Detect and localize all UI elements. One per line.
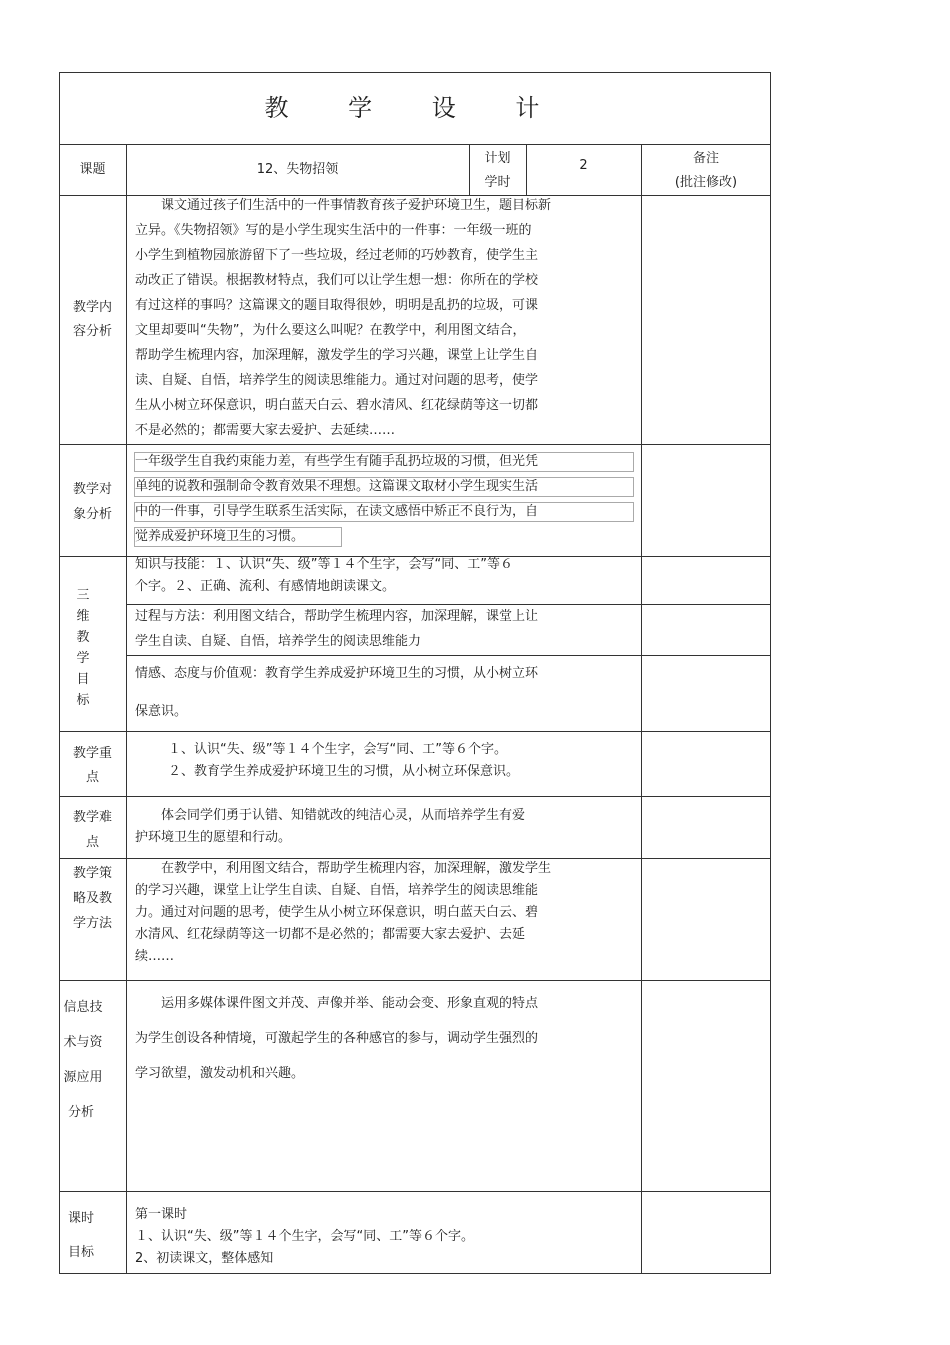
row-divider (59, 144, 771, 145)
text-line: 立异。《失物招领》写的是小学生现实生活中的一件事：一年级一班的 (135, 223, 532, 238)
content-analysis-label-2: 容分析 (72, 324, 112, 339)
object-analysis-label-2: 象分析 (72, 507, 112, 522)
info-tech-label-3: 源应用 (63, 1070, 103, 1085)
text-line: 体会同学们勇于认错、知错就改的纯洁心灵，从而培养学生有爱 (135, 808, 526, 823)
text-line: 在教学中，利用图文结合，帮助学生梳理内容，加深理解，激发学生 (135, 861, 552, 876)
goals-label-char: 目 (76, 672, 90, 687)
row-divider (59, 796, 771, 797)
column-divider (641, 144, 642, 1274)
topic-label: 课题 (79, 162, 106, 177)
text-line: 过程与方法：利用图文结合，帮助学生梳理内容，加深理解，课堂上让 (135, 609, 539, 624)
text-line: 动改正了错误。根据教材特点，我们可以让学生想一想：你所在的学校 (135, 273, 539, 288)
strategy-label-1: 教学策 (72, 866, 112, 881)
goals-label-char: 维 (76, 609, 90, 624)
difficulty-label-2: 点 (85, 835, 99, 850)
column-divider (126, 144, 127, 1274)
text-line: 生从小树立环保意识，明白蓝天白云、碧水清风、红花绿荫等这一切都 (135, 398, 539, 413)
text-line: 中的一件事，引导学生联系生活实际，在读文感悟中矫正不良行为，自 (135, 504, 539, 519)
text-line: 不是必然的；都需要大家去爱护、去延续…… (135, 423, 396, 438)
text-line: 的学习兴趣，课堂上让学生自读、自疑、自悟，培养学生的阅读思维能 (135, 883, 539, 898)
goals-label-char: 教 (76, 630, 90, 645)
text-line: 情感、态度与价值观：教育学生养成爱护环境卫生的习惯，从小树立环 (135, 666, 539, 681)
text-line: 为学生创设各种情境，可激起学生的各种感官的参与，调动学生强烈的 (135, 1031, 539, 1046)
goals-label-char: 学 (76, 651, 90, 666)
row-divider (59, 980, 771, 981)
text-line: 续…… (135, 949, 175, 964)
text-line: 课文通过孩子们生活中的一件事情教育孩子爱护环境卫生，题目标新 (135, 198, 552, 213)
key-points-label-1: 教学重 (72, 746, 112, 761)
text-line: 学习欲望，激发动机和兴趣。 (135, 1066, 305, 1081)
text-line: 保意识。 (135, 704, 188, 719)
row-divider (59, 1191, 771, 1192)
text-line: 运用多媒体课件图文并茂、声像并举、能动会变、形象直观的特点 (135, 996, 539, 1011)
text-line: 读、自疑、自悟，培养学生的阅读思维能力。通过对问题的思考，使学 (135, 373, 539, 388)
text-line: 觉养成爱护环境卫生的习惯。 (135, 529, 305, 544)
strategy-label-3: 学方法 (72, 916, 112, 931)
content-analysis-label-1: 教学内 (72, 300, 112, 315)
page-title: 教 学 设 计 (264, 94, 566, 122)
text-line: ２、教育学生养成爱护环境卫生的习惯，从小树立环保意识。 (168, 764, 520, 779)
text-line: 护环境卫生的愿望和行动。 (135, 830, 292, 845)
goals-label-char: 三 (76, 588, 90, 603)
text-line: 个字。２、正确、流利、有感情地朗读课文。 (135, 579, 396, 594)
hours-label-2: 学时 (484, 175, 511, 190)
topic-value: 12、失物招领 (256, 162, 339, 177)
row-divider (59, 444, 771, 445)
lesson-goal-label-2: 目标 (67, 1245, 94, 1260)
text-line: １、认识“失、级”等１４个生字，会写“同、工”等６个字。 (135, 1229, 474, 1244)
text-line: 文里却要叫“失物”，为什么要这么叫呢？在教学中，利用图文结合， (135, 323, 526, 338)
goals-label-char: 标 (76, 693, 90, 708)
row-divider (126, 655, 771, 656)
row-divider (59, 731, 771, 732)
hours-value: 2 (579, 158, 588, 173)
text-line: 单纯的说教和强制命令教育效果不理想。这篇课文取材小学生现实生活 (135, 479, 539, 494)
info-tech-label-4: 分析 (67, 1105, 94, 1120)
key-points-label-2: 点 (85, 770, 99, 785)
object-analysis-label-1: 教学对 (72, 482, 112, 497)
text-line: 帮助学生梳理内容，加深理解，激发学生的学习兴趣，课堂上让学生自 (135, 348, 539, 363)
remark-label-1: 备注 (692, 151, 719, 166)
text-line: 学生自读、自疑、自悟，培养学生的阅读思维能力 (135, 634, 422, 649)
remark-label-2: (批注修改) (674, 175, 738, 190)
text-line: 水清风、红花绿荫等这一切都不是必然的；都需要大家去爱护、去延 (135, 927, 526, 942)
text-line: 2、初读课文，整体感知 (135, 1251, 274, 1266)
difficulty-label-1: 教学难 (72, 810, 112, 825)
text-line: 力。通过对问题的思考，使学生从小树立环保意识，明白蓝天白云、碧 (135, 905, 539, 920)
info-tech-label-1: 信息技 (63, 1000, 103, 1015)
text-line: 小学生到植物园旅游留下了一些垃圾，经过老师的巧妙教育，使学生主 (135, 248, 539, 263)
lesson-goal-label-1: 课时 (67, 1211, 94, 1226)
text-line: 第一课时 (135, 1207, 188, 1222)
text-line: 有过这样的事吗？这篇课文的题目取得很妙，明明是乱扔的垃圾，可课 (135, 298, 539, 313)
hours-label-1: 计划 (484, 151, 511, 166)
info-tech-label-2: 术与资 (63, 1035, 103, 1050)
text-line: 一年级学生自我约束能力差，有些学生有随手乱扔垃圾的习惯，但光凭 (135, 454, 539, 469)
text-line: １、认识“失、级”等１４个生字，会写“同、工”等６个字。 (168, 742, 507, 757)
text-line: 知识与技能：１、认识“失、级”等１４个生字，会写“同、工”等６ (135, 557, 513, 572)
strategy-label-2: 略及教 (72, 891, 112, 906)
